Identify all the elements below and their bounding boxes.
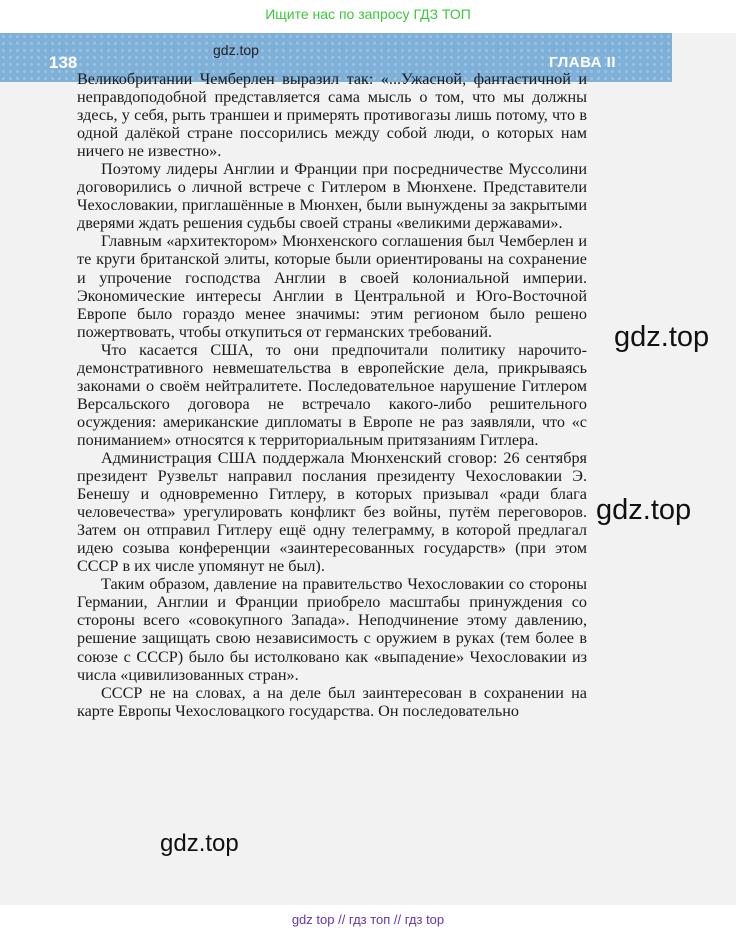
search-banner[interactable]: Ищите нас по запросу ГДЗ ТОП: [265, 6, 471, 22]
footer-links[interactable]: gdz top // гдз топ // гдз top: [291, 912, 445, 927]
paragraph: Что касается США, то они предпочитали политику нарочито-демонстративного невмешательства в европейские дела, прикрываясь законами о своём нейтралитете. Последовательное нарушение Гитлером Версальского договора не встречало какого-либо решительного осуждения: американские дипломаты в Европе не раз заявляли, что «с пониманием» относятся к территориальным притязаниям Гитлера.: [77, 340, 587, 449]
watermark: gdz.top: [596, 494, 692, 526]
body-text: [77, 70, 587, 720]
page-number: 138: [49, 53, 78, 72]
chapter-title: ГЛАВА II: [549, 54, 616, 71]
paragraph: Великобритании Чемберлен выразил так: «...Ужасной, фантастичной и неправдоподобной представляется сама мысль о том, что мы должны здесь, у себя, рыть траншеи и примерять противогазы лишь потому, что в одной далёкой стране поссорились между собой люди, о которых нам ничего не известно».: [77, 70, 587, 161]
paragraph: Таким образом, давление на правительство Чехословакии со стороны Германии, Англии и Франции приобрело масштабы принуждения со стороны всего «совокупного Запада». Неподчинение этому давлению, решение защищать свою независимость с оружием в руках (тем более в союзе с СССР) было бы истолковано как «выпадение» Чехословакии из числа «цивилизованных стран».: [77, 575, 587, 684]
watermark: gdz.top: [160, 830, 239, 857]
paragraph: Администрация США поддержала Мюнхенский сговор: 26 сентября президент Рузвельт направил послания президенту Чехословакии Э. Бенешу и одновременно Гитлеру, в которых призывал «ради блага человечества» урегулировать конфликт без войны, путём переговоров. Затем он отправил Гитлеру ещё одну телеграмму, в которой предлагал идею созыва конференции «заинтересованных государств» (при этом СССР в их числе упомянут не был).: [77, 448, 587, 576]
paragraph: Главным «архитектором» Мюнхенского соглашения был Чемберлен и те круги британской элиты, которые были ориентированы на сохранение и упрочение господства Англии в своей колониальной империи. Экономические интересы Англии в Центральной и Юго-Восточной Европе было гораздо менее значимы: этим регионом было решено пожертвовать, чтобы откупиться от германских требований.: [77, 232, 587, 341]
paragraph: Поэтому лидеры Англии и Франции при посредничестве Муссолини договорились о личной встрече с Гитлером в Мюнхене. Представители Чехословакии, приглашённые в Мюнхен, были вынуждены за закрытыми дверями ждать решения судьбы своей страны «великими державами».: [77, 160, 587, 233]
watermark: gdz.top: [614, 321, 710, 353]
header-watermark: gdz.top: [213, 42, 259, 58]
paragraph: СССР не на словах, а на деле был заинтересован в сохранении на карте Европы Чехословацкого государства. Он последовательно: [77, 683, 587, 720]
